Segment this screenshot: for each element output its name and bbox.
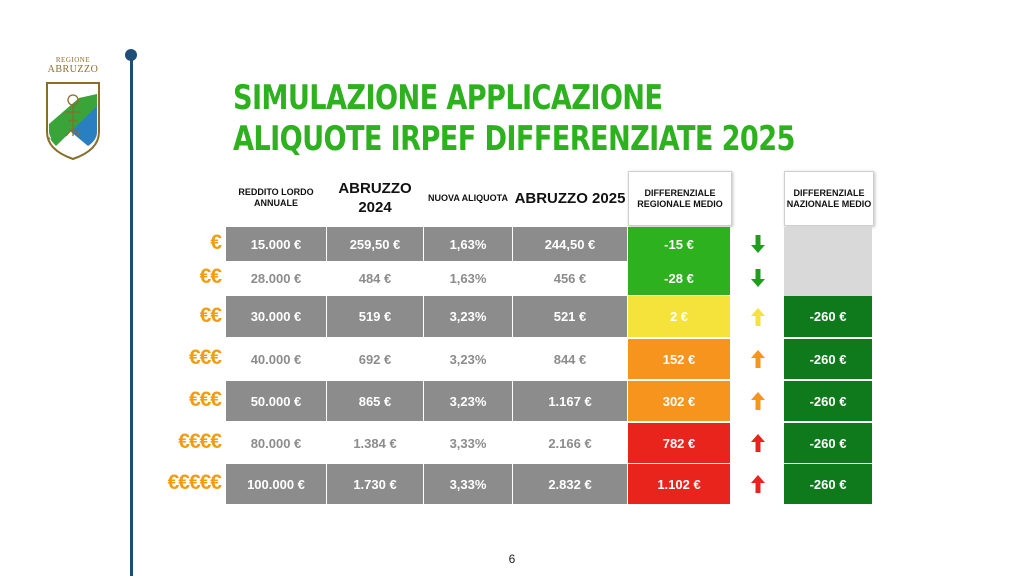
cell-diff-nazionale: -260 € [784, 381, 872, 421]
vertical-rule [130, 54, 133, 576]
cell-reddito: 100.000 € [226, 464, 326, 504]
cell-aliquota: 3,23% [424, 339, 512, 379]
cell-abruzzo2025: 2.832 € [513, 464, 627, 504]
header-diff-regionale: DIFFERENZIALE REGIONALE MEDIO [628, 171, 732, 226]
cell-aliquota: 3,33% [424, 464, 512, 504]
cell-aliquota: 3,23% [424, 296, 512, 337]
cell-reddito: 28.000 € [226, 261, 326, 295]
title-line1: SIMULAZIONE APPLICAZIONE [233, 78, 663, 118]
coat-of-arms-icon [44, 80, 102, 162]
regione-abruzzo-logo [40, 56, 106, 162]
cell-diff-nazionale [784, 227, 872, 261]
cell-aliquota: 1,63% [424, 227, 512, 261]
cell-diff-nazionale [784, 261, 872, 296]
title-line2: ALIQUOTE IRPEF DIFFERENZIATE 2025 [233, 119, 795, 159]
cell-reddito: 40.000 € [226, 339, 326, 379]
cell-diff-nazionale: -260 € [784, 423, 872, 463]
cell-abruzzo2024: 1.384 € [327, 423, 423, 463]
header-abruzzo-2024: ABRUZZO 2024 [338, 180, 412, 216]
cell-diff-nazionale: -260 € [784, 296, 872, 337]
cell-diff-regionale: 302 € [628, 381, 730, 421]
cell-abruzzo2025: 244,50 € [513, 227, 627, 261]
cell-diff-nazionale: -260 € [784, 464, 872, 504]
cell-diff-regionale: -28 € [628, 261, 730, 295]
arrow-up-icon [750, 391, 766, 411]
cell-abruzzo2025: 1.167 € [513, 381, 627, 421]
euro-symbol: €€€€ [178, 430, 221, 453]
arrow-up-icon [750, 349, 766, 369]
cell-abruzzo2024: 692 € [327, 339, 423, 379]
cell-diff-regionale: 152 € [628, 339, 730, 379]
euro-symbol: €€€€€ [167, 471, 221, 494]
cell-reddito: 50.000 € [226, 381, 326, 421]
header-abruzzo-2025: ABRUZZO 2025 [514, 189, 626, 207]
vertical-rule-dot [125, 49, 137, 61]
cell-reddito: 30.000 € [226, 296, 326, 337]
cell-abruzzo2025: 456 € [513, 261, 627, 295]
arrow-up-icon [750, 307, 766, 327]
cell-abruzzo2024: 259,50 € [327, 227, 423, 261]
cell-abruzzo2024: 484 € [327, 261, 423, 295]
header-reddito: REDDITO LORDO ANNUALE [238, 187, 314, 208]
header-diff-nazionale: DIFFERENZIALE NAZIONALE MEDIO [784, 171, 874, 226]
logo-text-line1: REGIONE [55, 56, 91, 64]
cell-diff-regionale: 782 € [628, 423, 730, 463]
cell-aliquota: 1,63% [424, 261, 512, 295]
page-number: 6 [508, 552, 516, 566]
cell-abruzzo2025: 2.166 € [513, 423, 627, 463]
cell-aliquota: 3,23% [424, 381, 512, 421]
arrow-up-icon [750, 433, 766, 453]
cell-abruzzo2024: 1.730 € [327, 464, 423, 504]
euro-symbol: €€ [199, 265, 221, 288]
euro-symbol: €€€ [188, 388, 221, 411]
euro-symbol: €€€ [188, 346, 221, 369]
cell-diff-regionale: 2 € [628, 296, 730, 337]
cell-reddito: 80.000 € [226, 423, 326, 463]
cell-abruzzo2025: 844 € [513, 339, 627, 379]
cell-aliquota: 3,33% [424, 423, 512, 463]
arrow-down-icon [750, 234, 766, 254]
arrow-up-icon [750, 474, 766, 494]
euro-symbol: € [210, 231, 221, 254]
arrow-down-icon [750, 268, 766, 288]
cell-abruzzo2025: 521 € [513, 296, 627, 337]
header-nuova-aliquota: NUOVA ALIQUOTA [428, 192, 508, 203]
cell-reddito: 15.000 € [226, 227, 326, 261]
cell-diff-regionale: 1.102 € [628, 464, 730, 504]
cell-diff-nazionale: -260 € [784, 339, 872, 379]
euro-symbol: €€ [199, 303, 221, 327]
cell-abruzzo2024: 519 € [327, 296, 423, 337]
cell-abruzzo2024: 865 € [327, 381, 423, 421]
cell-diff-regionale: -15 € [628, 227, 730, 261]
logo-text-line2: ABRUZZO [47, 64, 99, 75]
page-title [233, 78, 795, 160]
